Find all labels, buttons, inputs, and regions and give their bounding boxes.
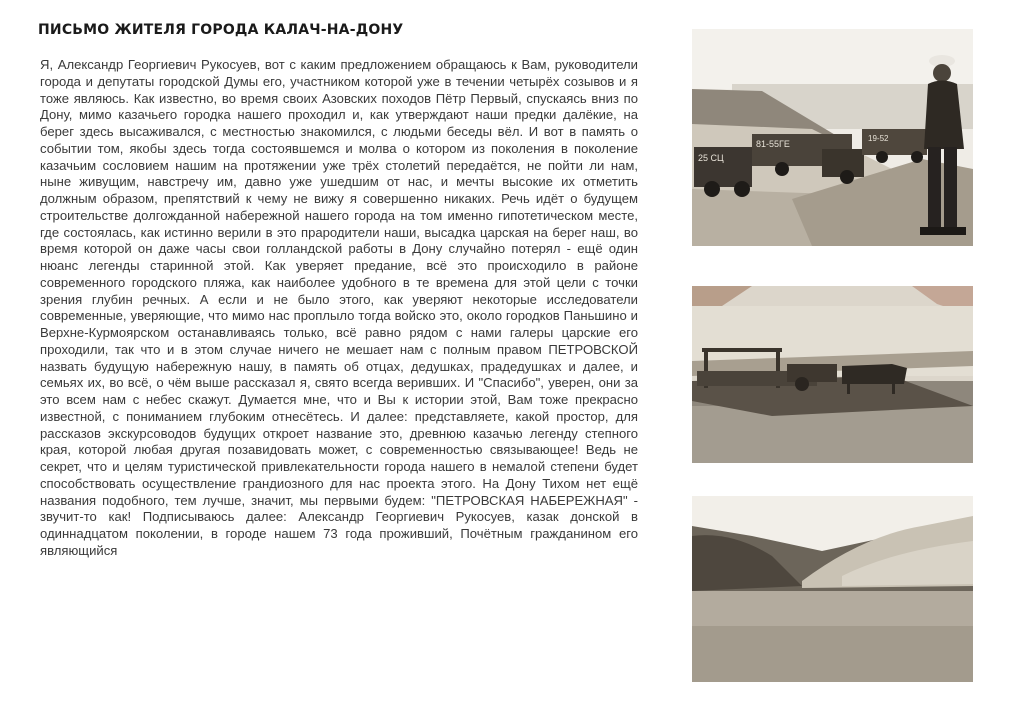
photo-river-hills-image [692,496,973,682]
photo-trucks-riverbank-image [692,29,973,246]
plate-mid: 81-55ГЕ [756,139,790,149]
plate-right: 19-52 [868,134,889,143]
photo-ferry-crossing [692,286,973,463]
photo-river-hills [692,496,973,682]
photo-ferry-crossing-image [692,286,973,463]
photo-trucks-riverbank [692,29,973,246]
plate-left: 25 СЦ [698,153,724,163]
letter-text: Я, Александр Георгиевич Рукосуев, вот с каким предложением обращаюсь к Вам, руководители города и депутаты городской Думы его, участником которой уже в течении четырёх созывов и я тоже являюсь. Как известно, во время своих Азовских походов Пётр Первый, спускаясь вниз по Дону, мимо казачьего городка нашего проходил и, как утверждают наши предки далёкие, на берег здесь высаживался, с местностью знакомился, с людьми беседы вёл. И вот в память о событии том, якобы здесь тогда состоявшемся и молва о котором из поколения в поколение казачьим сословием нашим на протяжении уже трёх столетий передаётся, не пойти ли нам, ныне живущим, навстречу им, давно уже ушедшим от нас, и мечты высокие их отметить должным образом, препятствий к чему не вижу я совершенно никаких. Речь идёт о будущем строительстве долгожданной набережной нашего города на том именно гипотетическом месте, где состоялась, как истинно верили в это прародители наши, высадка царская на берег наш, во время которой он даже часы свои голландской работы в Дону случайно потерял - ещё один нюанс легенды старинной этой. Как уверяет предание, всё это происходило в районе современного городского пляжа, как наиболее удобного в те времена для этой цели с точки зрения глубин речных. А если и не было этого, как уверяют некоторые исследователи современные, уверяющие, что мимо нас проплыло тогда войско это, около городков Паньшино и Верхне-Курмоярском останавливаясь только, всё равно рядом с нами галеры царские его проходили, так что и в этом случае ничего не мешает нам с полным правом ПЕТРОВСКОЙ назвать будущую набережную нашу, в память об отцах, дедушках, прадедушках и далее, и семьях их, во всё, о чём выше рассказал я, свято всегда веривших. И "Спасибо", уверен, они за это всем нам с небес скажут. Думается мне, что и Вы к истории этой, Вам тоже прекрасно известной, с пониманием глубоким отнесётесь. И далее: представляете, какой простор, для рассказов экскурсоводов будущих откроет название это, древнюю казачью легенду степного края, которой любая другая позавидовать может, с современностью связывающее! Ведь не секрет, что и целям туристической привлекательности города нашего в немалой степени будет способствовать осуществление грандиозного для нас проекта этого. На Дону Тихом нет ещё названия подобного, тем лучше, значит, мы первыми будем: "ПЕТРОВСКАЯ НАБЕРЕЖНАЯ" - звучит-то как! Подписываюсь далее: Александр Георгиевич Рукосуев, казак донской в одиннадцатом поколении, в городе нашем 73 года проживший, Почётным гражданином его являющийся [40,57,638,558]
page-title: ПИСЬМО ЖИТЕЛЯ ГОРОДА КАЛАЧ-НА-ДОНУ [38,22,404,38]
